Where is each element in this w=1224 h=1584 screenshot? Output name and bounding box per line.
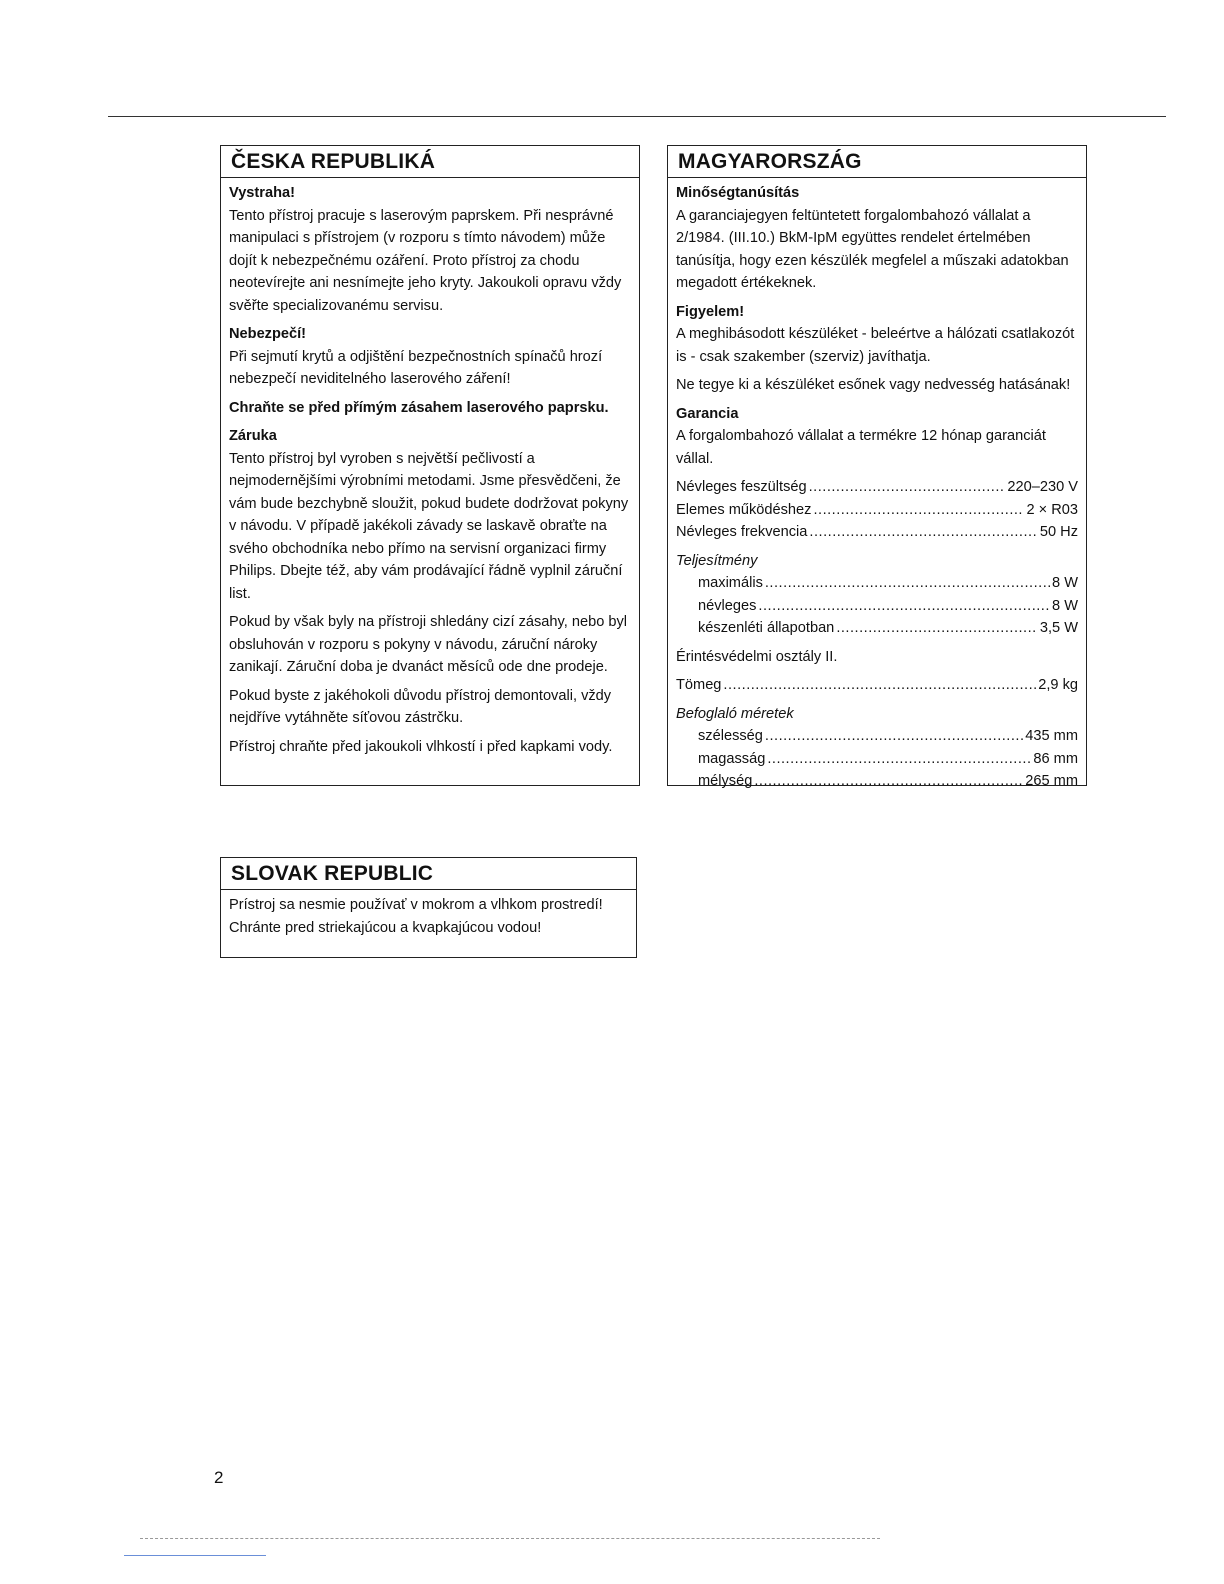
czech-guarantee-title: Záruka: [229, 428, 277, 444]
slovak-title: SLOVAK REPUBLIC: [221, 858, 636, 890]
czech-guarantee-text: Tento přístroj byl vyroben s největší pečlivostí a nejmodernějšími výrobními metodami. Jsme přesvědčeni, že vám bude bezchybně sloužit, pokud budete dodržovat pokyny v návodu. V případě jakékoli závady se laskavě obraťte na svého obchodníka nebo přímo na servisní organizaci firmy Philips. Dbejte též, aby vám prodávající řádně vyplnil záruční list.: [229, 450, 629, 602]
hungarian-warranty-title: Garancia: [676, 405, 739, 422]
hungarian-quality-text: A garanciajegyen feltüntetett forgalombahozó vállalat a 2/1984. (III.10.) BkM-IpM együttes rendelet értelmében tanúsítja, hogy ezen készülék megfelel a műszaki adatokban megadott értékeknek.: [676, 207, 1069, 291]
hungarian-body: [668, 178, 1086, 797]
czech-warning-title: Vystraha!: [229, 185, 295, 201]
hungarian-spec-list: [676, 476, 1078, 544]
czech-moisture-text: Přístroj chraňte před jakoukoli vlhkostí i před kapkami vody.: [229, 738, 613, 755]
czech-danger-title: Nebezpečí!: [229, 326, 307, 342]
slovak-text-line2: Chránte pred striekajúcou a kvapkajúcou vodou!: [229, 919, 542, 936]
czech-warning-text: Tento přístroj pracuje s laserovým paprskem. Při nesprávné manipulaci s přístrojem (v rozporu s tímto návodem) může dojít k nebezpečnému ozáření. Proto přístroj za chodu neotevírejte ani nesnímejte jeho kryty. Jakoukoli opravu vždy svěřte specializovanému servisu.: [229, 207, 622, 314]
czech-section: [220, 145, 640, 786]
hungarian-protection-class: Érintésvédelmi osztály II.: [676, 648, 838, 665]
slovak-body: [221, 890, 636, 943]
scan-artifact: [140, 1538, 880, 1541]
hungarian-power-title: Teljesítmény: [676, 552, 758, 569]
spec-row: Elemes működéshez ..... 2 × R03: [676, 499, 1078, 522]
hungarian-attention-text: A meghibásodott készüléket - beleértve a hálózati csatlakozót is - csak szakember (szerviz) javíthatja.: [676, 326, 1075, 365]
spec-row: névleges ..... 8 W: [676, 595, 1078, 618]
czech-danger-text: Při sejmutí krytů a odjištění bezpečnostních spínačů hrozí nebezpečí neviditelného laserového záření!: [229, 348, 603, 387]
hungarian-title: MAGYARORSZÁG: [668, 146, 1086, 178]
slovak-text-line1: Prístroj sa nesmie používať v mokrom a vlhkom prostredí!: [229, 897, 603, 913]
slovak-section: [220, 857, 637, 958]
spec-row: Névleges frekvencia ..... 50 Hz: [676, 521, 1078, 544]
czech-protect-text: Chraňte se před přímým zásahem laserového paprsku.: [229, 399, 609, 416]
spec-row: készenléti állapotban ..... 3,5 W: [676, 617, 1078, 640]
hungarian-attention-title: Figyelem!: [676, 303, 745, 320]
scan-link-underline: [124, 1555, 266, 1556]
spec-row: maximális ..... 8 W: [676, 572, 1078, 595]
spec-row: mélység ..... 265 mm: [676, 770, 1078, 793]
spec-row: magasság ..... 86 mm: [676, 748, 1078, 771]
hungarian-rain-text: Ne tegye ki a készüléket esőnek vagy nedvesség hatásának!: [676, 377, 1071, 393]
hungarian-quality-title: Minőségtanúsítás: [676, 185, 800, 201]
czech-claims-text: Pokud by však byly na přístroji shledány cizí zásahy, nebo byl obsluhován v rozporu s pokyny v návodu, záruční nároky zanikají. Záruční doba je dvanáct měsíců ode dne prodeje.: [229, 614, 628, 675]
czech-body: [221, 178, 639, 762]
hungarian-dims-title: Befoglaló méretek: [676, 705, 794, 722]
hungarian-warranty-text: A forgalombahozó vállalat a termékre 12 hónap garanciát vállal.: [676, 428, 1046, 467]
page-number: 2: [214, 1468, 224, 1487]
czech-dismantle-text: Pokud byste z jakéhokoli důvodu přístroj demontovali, vždy nejdříve vytáhněte síťovou zástrčku.: [229, 687, 612, 726]
spec-row: Névleges feszültség ..... 220–230 V: [676, 476, 1078, 499]
spec-row: Tömeg ..... 2,9 kg: [676, 674, 1078, 697]
czech-title: ČESKA REPUBLIKÁ: [221, 146, 639, 178]
hungarian-section: [667, 145, 1087, 789]
spec-row: szélesség ..... 435 mm: [676, 725, 1078, 748]
top-rule: [108, 116, 1166, 117]
